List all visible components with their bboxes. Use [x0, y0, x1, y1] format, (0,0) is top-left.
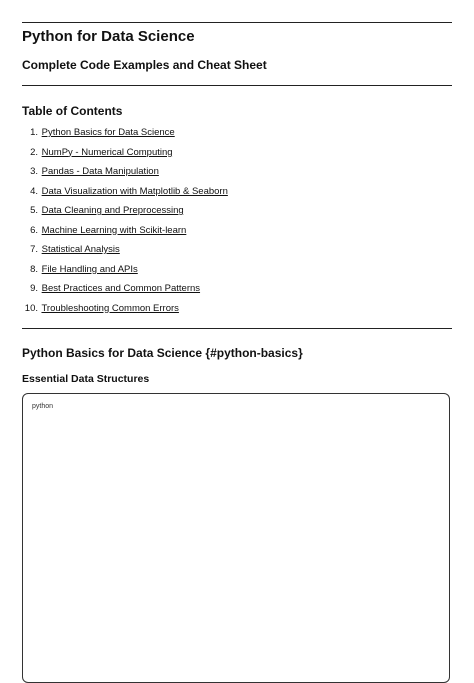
title-divider [22, 85, 452, 86]
toc-item [22, 202, 228, 222]
toc-link-best-practices[interactable]: Best Practices and Common Patterns [41, 283, 201, 294]
toc-link-visualization[interactable]: Data Visualization with Matplotlib & Seaborn [41, 185, 228, 197]
toc-number: 4. [30, 185, 38, 197]
toc-number: 10. [24, 302, 38, 314]
toc-item [22, 280, 228, 300]
toc-item [22, 163, 228, 183]
toc-link-data-cleaning[interactable]: Data Cleaning and Preprocessing [41, 205, 184, 216]
toc-link-python-basics[interactable]: Python Basics for Data Science [41, 127, 175, 138]
section-heading: Python Basics for Data Science {#python-basics} [22, 346, 303, 360]
code-block[interactable] [22, 393, 450, 683]
toc-item [22, 300, 228, 320]
section-subheading: Essential Data Structures [22, 373, 150, 385]
toc-item [22, 261, 228, 281]
toc-link-file-handling[interactable]: File Handling and APIs [41, 263, 138, 275]
toc-item [22, 124, 228, 144]
section-divider [22, 328, 452, 329]
toc-item [22, 222, 228, 242]
toc-link-statistical-analysis[interactable]: Statistical Analysis [41, 244, 120, 255]
toc-number: 6. [30, 224, 38, 236]
code-language-label: python [32, 403, 54, 410]
toc-number: 7. [30, 244, 38, 255]
toc-item [22, 183, 228, 203]
toc-number: 9. [30, 283, 38, 294]
toc-link-machine-learning[interactable]: Machine Learning with Scikit-learn [41, 224, 187, 236]
toc-item [22, 241, 228, 261]
toc-link-troubleshooting[interactable]: Troubleshooting Common Errors [41, 302, 179, 314]
toc-number: 3. [30, 166, 38, 177]
toc-heading: Table of Contents [22, 104, 123, 118]
toc-link-numpy[interactable]: NumPy - Numerical Computing [41, 146, 173, 158]
toc-link-pandas[interactable]: Pandas - Data Manipulation [41, 166, 159, 177]
toc-item [22, 144, 228, 164]
toc-number: 2. [30, 146, 38, 158]
top-divider [22, 22, 452, 23]
document-subtitle: Complete Code Examples and Cheat Sheet [22, 58, 267, 72]
table-of-contents [22, 124, 228, 319]
toc-number: 8. [30, 263, 38, 275]
toc-number: 5. [30, 205, 38, 216]
toc-number: 1. [30, 127, 38, 138]
document-title: Python for Data Science [22, 28, 195, 45]
